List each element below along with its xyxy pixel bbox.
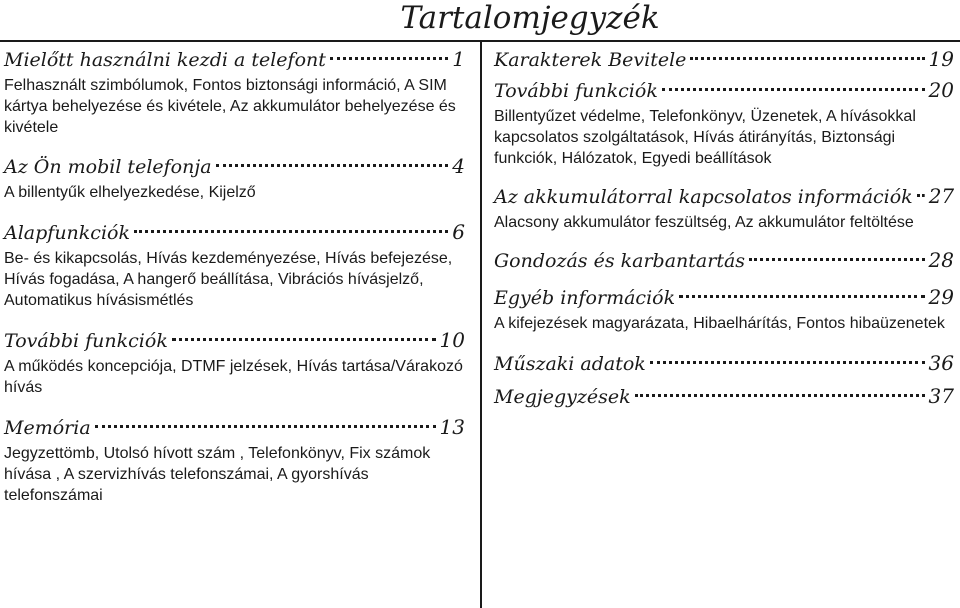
toc-entry-title: Megjegyzések [494, 386, 631, 408]
dot-leader [330, 57, 448, 60]
toc-entry-page: 6 [452, 220, 465, 244]
dot-leader [134, 230, 448, 233]
dot-leader [650, 361, 925, 364]
toc-section [4, 44, 465, 138]
toc-section [494, 282, 954, 334]
toc-entry[interactable] [494, 381, 954, 412]
dot-leader [172, 338, 436, 341]
toc-entry-description: A működés koncepciója, DTMF jelzések, Hívás tartása/Várakozó hívás [4, 358, 463, 396]
toc-section [494, 245, 954, 276]
toc-entry-page: 4 [452, 154, 465, 178]
toc-right-column [494, 44, 954, 412]
toc-entry-title: További funkciók [494, 80, 658, 102]
toc-entry-title: Mielőtt használni kezdi a telefont [4, 49, 326, 71]
dot-leader [917, 194, 925, 197]
toc-section [494, 44, 954, 75]
dot-leader [95, 425, 436, 428]
toc-entry-description: Alacsony akkumulátor feszültség, Az akkumulátor feltöltése [494, 214, 914, 231]
toc-section [494, 75, 954, 169]
toc-entry-title: Az Ön mobil telefonja [4, 156, 212, 178]
toc-entry-page: 19 [928, 47, 954, 71]
toc-entry-page: 29 [928, 285, 954, 309]
toc-section [494, 381, 954, 412]
toc-entry-page: 36 [928, 351, 954, 375]
toc-section [4, 412, 465, 506]
toc-entry-page: 20 [928, 78, 954, 102]
toc-entry-title: Alapfunkciók [4, 222, 130, 244]
toc-section [494, 181, 954, 233]
dot-leader [662, 88, 925, 91]
toc-entry[interactable] [494, 245, 954, 276]
toc-entry-page: 27 [928, 184, 955, 208]
toc-section [4, 217, 465, 311]
toc-entry-description: Felhasznált szimbólumok, Fontos biztonsági információ, A SIM kártya behelyezése és kivétele, Az akkumulátor behelyezése és kivétele [4, 77, 456, 136]
toc-entry-title: Műszaki adatok [494, 353, 646, 375]
toc-section [494, 348, 954, 379]
toc-left-column [4, 44, 465, 506]
toc-entry[interactable] [4, 325, 465, 356]
toc-entry-description: Jegyzettömb, Utolsó hívott szám , Telefonkönyv, Fix számok hívása , A szervizhívás telefonszámai, A gyorshívás telefonszámai [4, 445, 431, 504]
page-title: Tartalomjegyzék [400, 0, 660, 36]
toc-entry[interactable] [494, 282, 954, 313]
toc-entry-page: 10 [439, 328, 465, 352]
toc-entry-title: Karakterek Bevitele [494, 49, 687, 71]
toc-entry[interactable] [494, 75, 954, 106]
toc-entry-page: 37 [928, 384, 954, 408]
toc-entry-page: 13 [439, 415, 465, 439]
dot-leader [635, 394, 925, 397]
toc-entry-title: Memória [4, 417, 91, 439]
toc-section [4, 151, 465, 203]
toc-section [4, 325, 465, 398]
toc-entry-page: 1 [452, 47, 465, 71]
toc-entry-title: További funkciók [4, 330, 168, 352]
toc-entry-description: Be- és kikapcsolás, Hívás kezdeményezése, Hívás befejezése, Hívás fogadása, A hangerő beállítása, Vibrációs hívásjelző, Automatikus hívásismétlés [4, 250, 453, 309]
toc-entry[interactable] [4, 151, 465, 182]
toc-entry-description: A billentyűk elhelyezkedése, Kijelző [4, 184, 256, 201]
dot-leader [216, 164, 449, 167]
toc-entry-title: Az akkumulátorral kapcsolatos információk [494, 186, 913, 208]
toc-entry[interactable] [4, 412, 465, 443]
dot-leader [749, 258, 925, 261]
toc-entry[interactable] [4, 217, 465, 248]
column-divider [480, 40, 482, 608]
toc-entry-description: Billentyűzet védelme, Telefonkönyv, Üzenetek, A hívásokkal kapcsolatos szolgáltatások, Hívás átirányítás, Biztonsági funkciók, Hálózatok, Egyedi beállítások [494, 108, 916, 167]
toc-entry-description: A kifejezések magyarázata, Hibaelhárítás, Fontos hibaüzenetek [494, 315, 945, 332]
toc-entry[interactable] [4, 44, 465, 75]
toc-entry[interactable] [494, 348, 954, 379]
toc-entry-page: 28 [928, 248, 954, 272]
toc-entry[interactable] [494, 44, 954, 75]
dot-leader [690, 57, 924, 60]
toc-entry[interactable] [494, 181, 954, 212]
dot-leader [679, 295, 924, 298]
toc-entry-title: Egyéb információk [494, 287, 676, 309]
toc-entry-title: Gondozás és karbantartás [494, 250, 746, 272]
